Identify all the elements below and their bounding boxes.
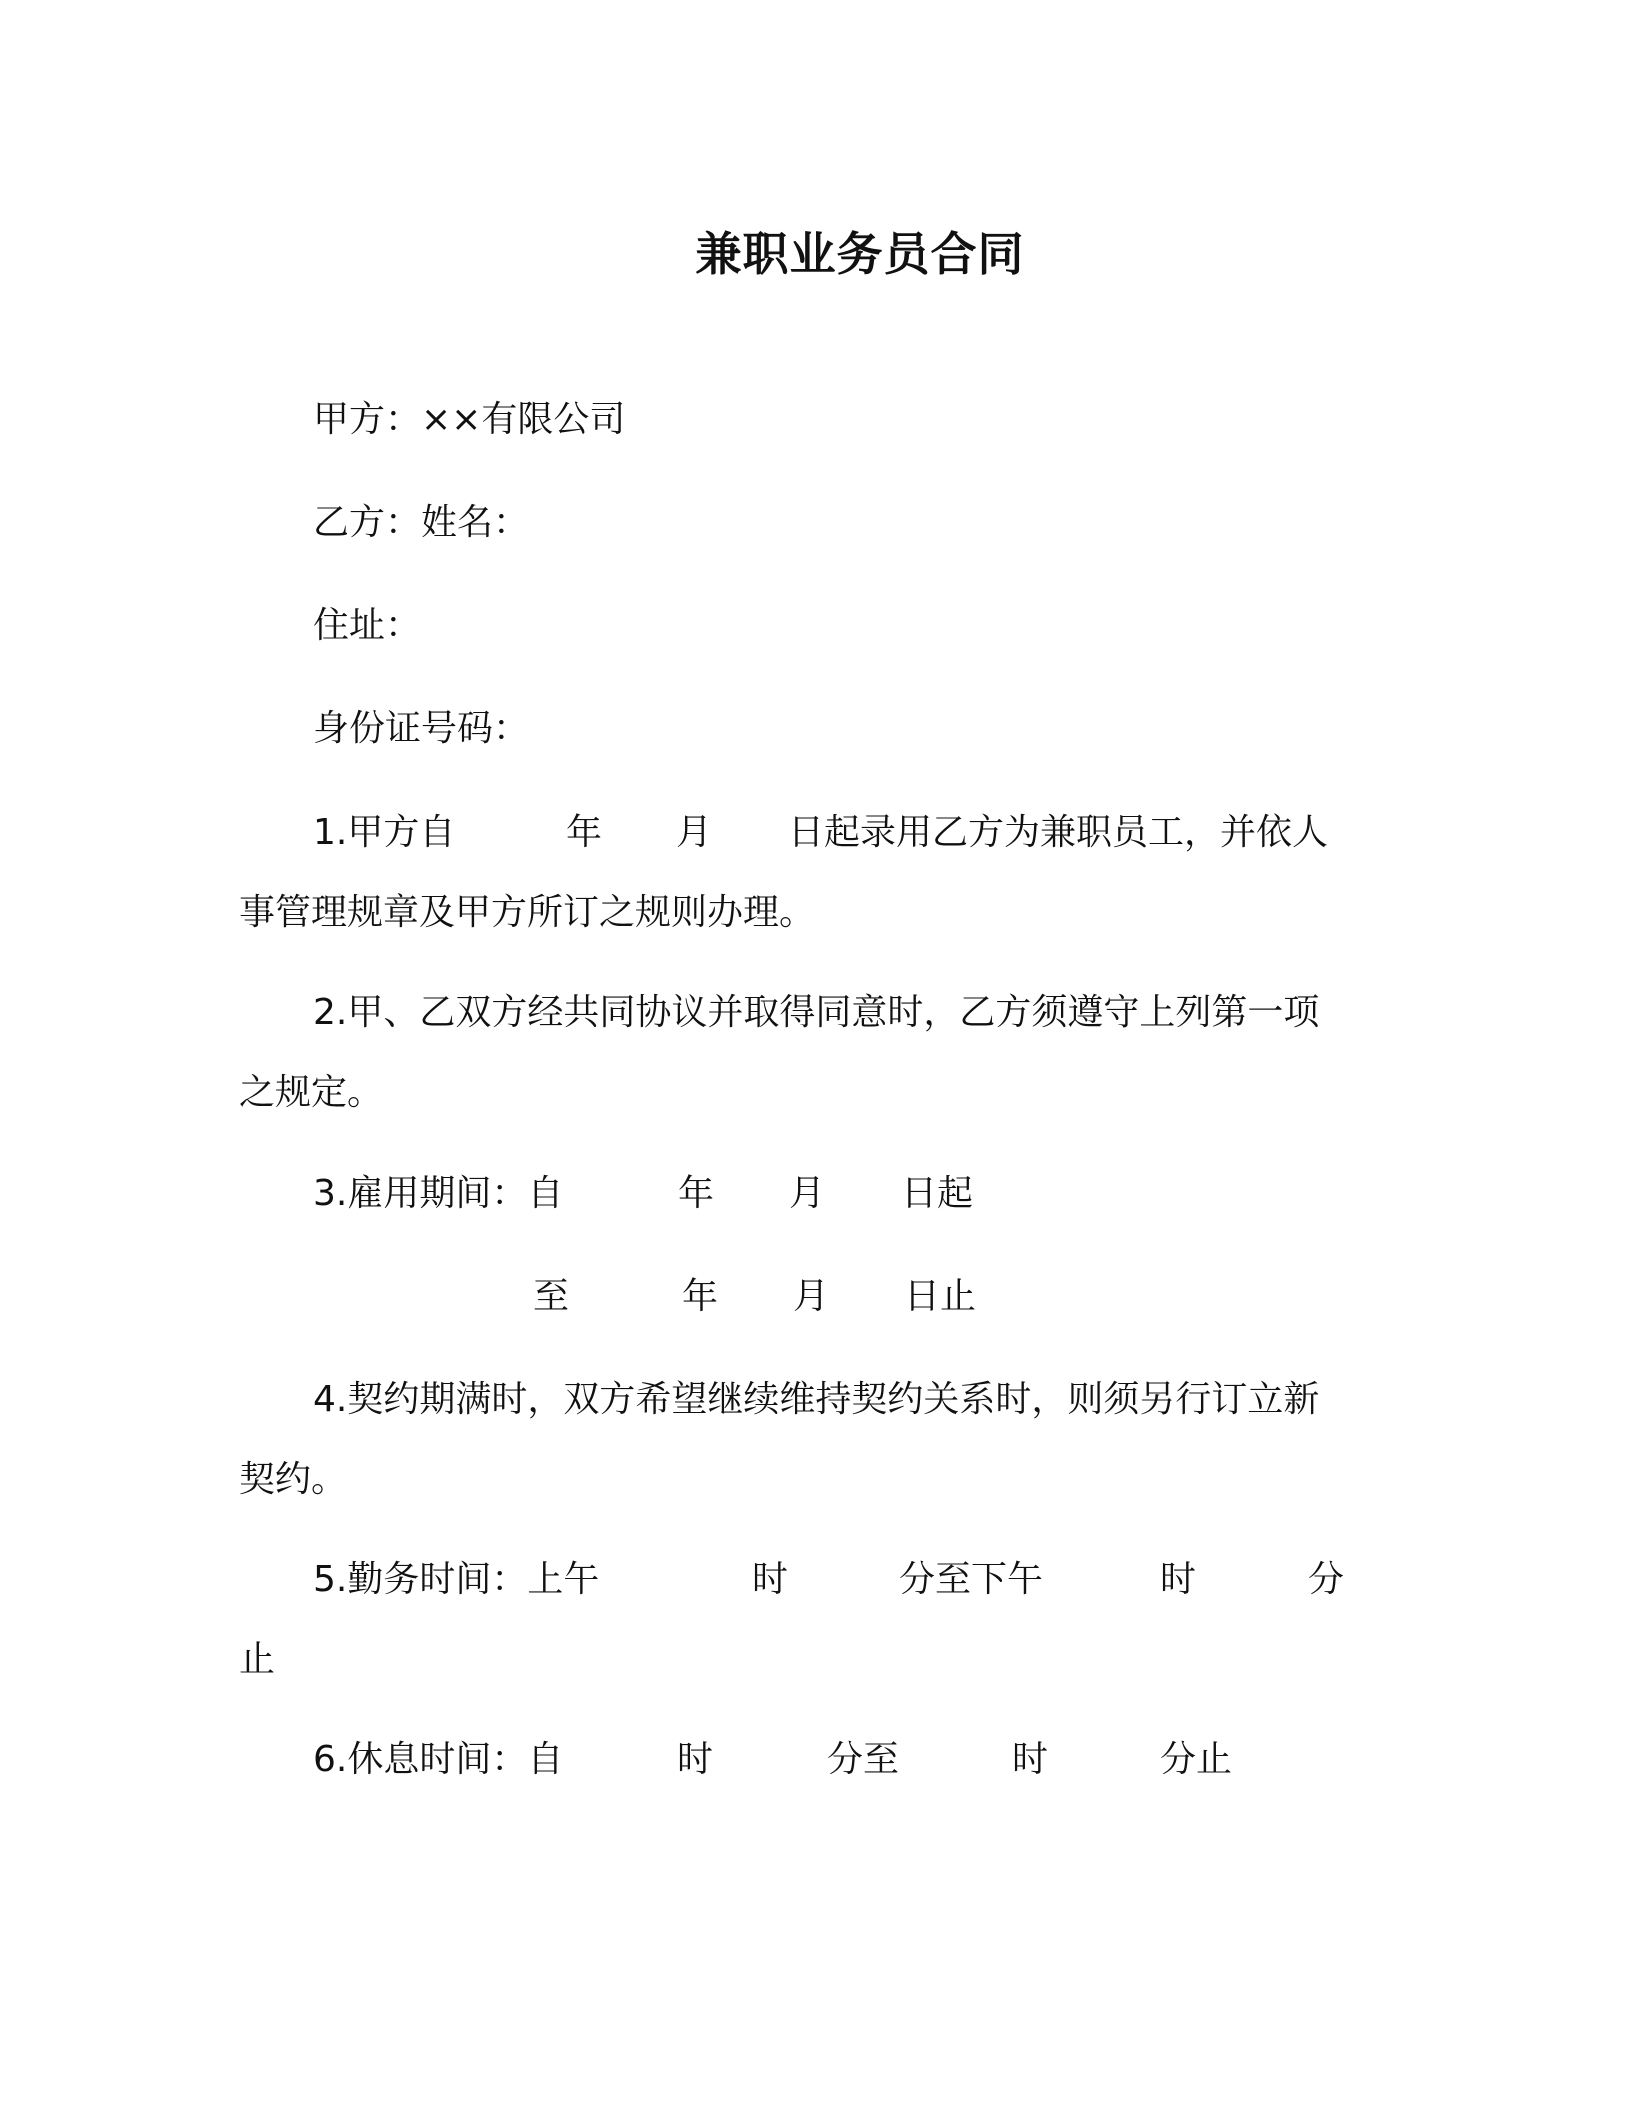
clause-2-line-1: 2.甲、乙双方经共同协议并取得同意时，乙方须遵守上列第一项 [313,992,1320,1033]
clause-1-prefix: 1.甲方自 [313,812,456,853]
clause-3-day-1: 日起 [901,1173,974,1214]
clause-4-line-2: 契约。 [239,1459,348,1500]
clause-3-to: 至 [533,1276,570,1317]
clause-1-line-2: 事管理规章及甲方所订之规则办理。 [239,892,816,933]
party-a-line: 甲方：××有限公司 [313,399,626,440]
clause-1-line-1 [0,811,1632,855]
clause-3-month-1: 月 [789,1173,826,1214]
clause-3-prefix: 3.雇用期间：自 [313,1173,564,1214]
clause-6-hour-2: 时 [1012,1739,1049,1780]
address-line: 住址： [313,605,422,646]
party-b-name-line: 乙方：姓名： [313,502,530,543]
clause-4-line-1: 4.契约期满时，双方希望继续维持契约关系时，则须另行订立新 [313,1379,1320,1420]
clause-5-hour-1: 时 [752,1559,789,1600]
clause-5-min-2: 分 [1308,1559,1345,1600]
clause-1-rest: 日起录用乙方为兼职员工，并依人 [788,812,1329,853]
clause-5-line-1 [0,1558,1632,1602]
clause-2-line-2: 之规定。 [239,1072,384,1113]
clause-3-year-1: 年 [678,1173,715,1214]
document-title: 兼职业务员合同 [695,227,1025,281]
clause-6-end: 分止 [1160,1739,1233,1780]
clause-5-min-to: 分至下午 [899,1559,1044,1600]
clause-3-line-2 [0,1275,1632,1319]
id-number-line: 身份证号码： [313,708,530,749]
clause-3-day-2: 日止 [904,1276,977,1317]
clause-3-line-1 [0,1172,1632,1216]
clause-5-prefix: 5.勤务时间：上午 [313,1559,600,1600]
clause-5-line-2: 止 [239,1639,276,1680]
clause-1-year: 年 [566,812,603,853]
clause-6-line-1 [0,1738,1632,1782]
clause-3-year-2: 年 [682,1276,719,1317]
clause-1-month: 月 [676,812,713,853]
clause-3-month-2: 月 [793,1276,830,1317]
clause-6-hour-1: 时 [677,1739,714,1780]
clause-6-min-to: 分至 [827,1739,900,1780]
clause-5-hour-2: 时 [1160,1559,1197,1600]
clause-6-prefix: 6.休息时间：自 [313,1739,564,1780]
